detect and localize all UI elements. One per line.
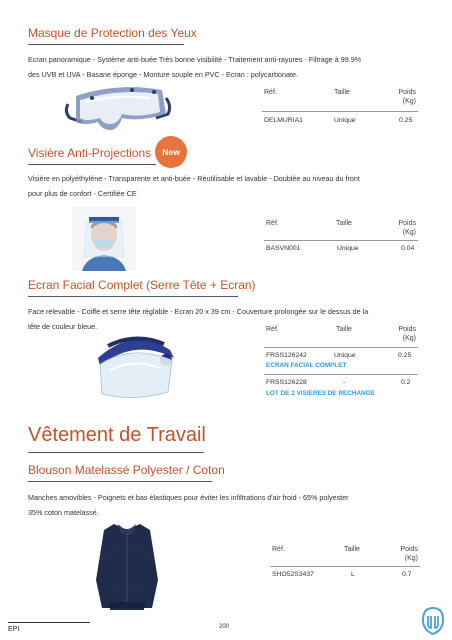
ref-cell: BASVN001 — [266, 245, 301, 252]
ref-header: Réf. — [266, 220, 279, 227]
desc-line: Face relevable - Coiffe et serre tête réglable - Ecran 20 x 39 cm - Couverture prolongée sur le dessus de la — [28, 307, 369, 316]
weight-cell: 0.04 — [401, 245, 415, 252]
section-description — [28, 490, 428, 520]
table-divider — [264, 240, 418, 241]
table-divider — [270, 566, 420, 567]
weight-cell: 0.25 — [399, 117, 413, 124]
weight-header — [396, 88, 416, 106]
product-label: ECRAN FACIAL COMPLET — [266, 362, 347, 369]
ref-header: Réf. — [272, 546, 285, 553]
title-underline — [28, 481, 212, 482]
face-shield-image — [72, 207, 136, 271]
product-label: LOT DE 2 VISIERES DE RECHANGE — [266, 390, 376, 397]
ref-cell: SHO52S3437 — [272, 571, 314, 578]
size-header: Taille — [336, 220, 352, 227]
size-header: Taille — [344, 546, 360, 553]
section-title-eye-mask: Masque de Protection des Yeux — [28, 26, 197, 40]
weight-cell: 0.2 — [401, 379, 411, 386]
section-description — [28, 52, 428, 82]
title-underline — [28, 44, 184, 45]
full-face-screen-image — [88, 330, 180, 402]
size-cell: - — [343, 379, 346, 386]
title-underline — [28, 296, 238, 297]
category-title: Vêtement de Travail — [28, 424, 206, 446]
weight-header — [396, 325, 416, 343]
desc-line: pour plus de confort - Certifiée CE — [28, 189, 137, 198]
weight-header-label: Poids — [398, 220, 416, 227]
size-cell: L — [351, 571, 355, 578]
jacket-image — [92, 520, 162, 612]
desc-line: des UVB et UVA - Basane éponge - Monture souple en PVC - Ecran : polycarbonate. — [28, 70, 298, 79]
ref-header: Réf. — [264, 89, 277, 96]
desc-line: Visière en polyéthylène - Transparente et anti-buée - Réutilisable et lavable - Doublée au niveau du front — [28, 174, 360, 183]
section-title-full-face-screen: Ecran Facial Complet (Serre Tête + Ecran) — [28, 278, 256, 292]
desc-line: Ecran panoramique - Système anti-buée Très bonne visibilité - Traitement anti-rayures - Filtrage à 99.9% — [28, 55, 362, 64]
ref-header: Réf. — [266, 326, 279, 333]
table-divider — [264, 347, 418, 348]
new-badge: New — [155, 136, 187, 168]
size-cell: Unique — [337, 245, 359, 252]
weight-header-unit: (Kg) — [404, 555, 418, 562]
weight-header-label: Poids — [400, 546, 418, 553]
goggles-image — [62, 82, 174, 140]
size-header: Taille — [336, 326, 352, 333]
weight-cell: 0.7 — [402, 571, 412, 578]
title-underline — [28, 164, 156, 165]
ref-cell: FRSS126242 — [266, 352, 307, 359]
weight-header-unit: (Kg) — [402, 98, 416, 105]
weight-cell: 0.25 — [398, 352, 412, 359]
section-title-jacket: Blouson Matelassé Polyester / Coton — [28, 463, 225, 477]
size-cell: Unique — [334, 117, 356, 124]
weight-header-unit: (Kg) — [402, 335, 416, 342]
weight-header-label: Poids — [398, 89, 416, 96]
section-description — [28, 171, 428, 201]
desc-line: Manches amovibles - Poignets et bas élastiques pour éviter les infiltrations d'air froid - 65% polyester — [28, 493, 349, 502]
table-divider — [264, 374, 418, 375]
desc-line: tête de couleur bleue. — [28, 322, 98, 331]
category-underline — [28, 452, 204, 453]
table-divider — [262, 111, 418, 112]
size-cell: Unique — [334, 352, 356, 359]
ref-cell: FRSS126228 — [266, 379, 307, 386]
ref-cell: DELMURIA1 — [264, 117, 303, 124]
footer-section-label: EPI — [8, 626, 20, 633]
brand-logo — [419, 606, 447, 636]
weight-header-unit: (Kg) — [402, 229, 416, 236]
section-title-face-shield: Visière Anti-Projections — [28, 146, 152, 160]
weight-header-label: Poids — [398, 326, 416, 333]
weight-header — [398, 545, 418, 563]
desc-line: 35% coton matelassé. — [28, 508, 99, 517]
footer-rule — [8, 622, 90, 623]
size-header: Taille — [334, 89, 350, 96]
weight-header — [396, 219, 416, 237]
page-number: 200 — [219, 624, 230, 630]
